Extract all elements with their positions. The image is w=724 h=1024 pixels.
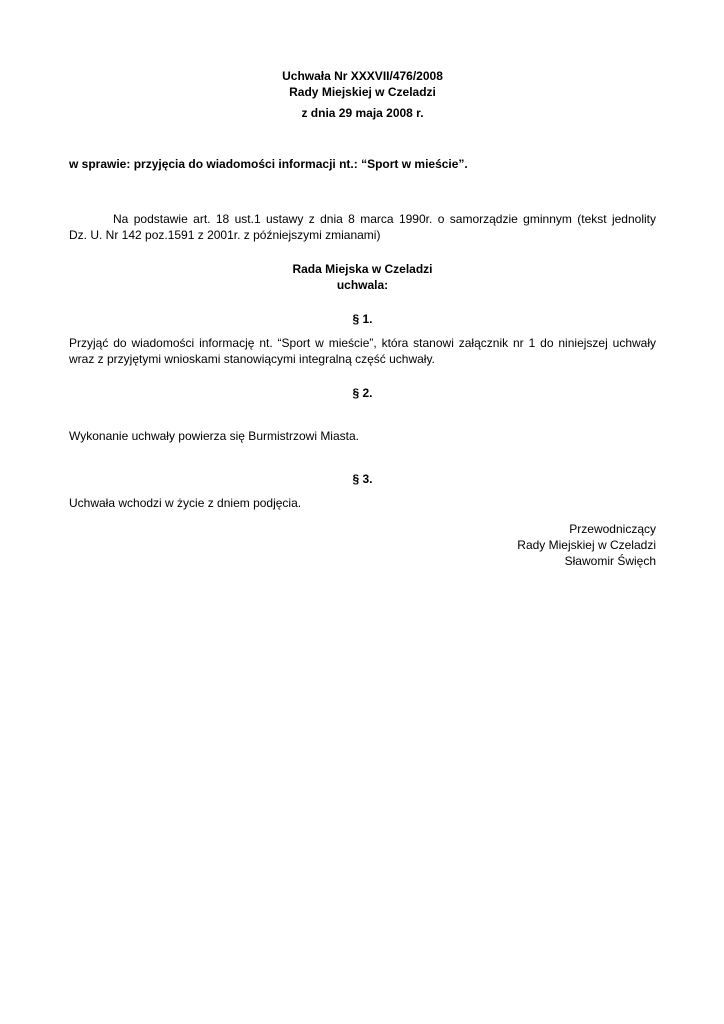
section-2-heading: § 2. (352, 386, 373, 400)
resolution-subject: w sprawie: przyjęcia do wiadomości informacji nt.: “Sport w mieście”. (69, 157, 468, 171)
council-decides-name: Rada Miejska w Czeladzi (292, 262, 433, 276)
signature-title: Przewodniczący (569, 522, 656, 536)
preamble-line: Na podstawie art. 18 ust.1 ustawy z dnia 8 marca 1990r. o samorządzie gminnym (tekst jednolity (113, 212, 656, 226)
section-3-text: Uchwała wchodzi w życie z dniem podjęcia. (69, 496, 302, 510)
section-2-text: Wykonanie uchwały powierza się Burmistrzowi Miasta. (69, 429, 359, 443)
council-name: Rady Miejskiej w Czeladzi (289, 85, 436, 99)
council-decides-verb: uchwala: (336, 278, 389, 292)
signature-block (69, 521, 656, 569)
signature-name: Sławomir Święch (564, 554, 656, 568)
signature-council: Rady Miejskiej w Czeladzi (517, 538, 656, 552)
preamble-line: Dz. U. Nr 142 poz.1591 z 2001r. z późniejszymi zmianami) (69, 228, 381, 242)
section-1-line: Przyjąć do wiadomości informację nt. “Sport w mieście”, która stanowi załącznik nr 1 do niniejszej uchwały (69, 336, 656, 350)
preamble-paragraph (69, 211, 656, 243)
section-3-heading: § 3. (352, 472, 373, 486)
resolution-header (69, 68, 656, 100)
section-1-heading: § 1. (352, 312, 373, 326)
resolution-date: z dnia 29 maja 2008 r. (301, 106, 424, 120)
section-1-line: wraz z przyjętymi wnioskami stanowiącymi integralną część uchwały. (69, 352, 435, 366)
document-page (69, 68, 656, 569)
resolution-number: Uchwała Nr XXXVII/476/2008 (282, 69, 443, 83)
council-decides-block (69, 261, 656, 293)
section-1-text (69, 335, 656, 367)
